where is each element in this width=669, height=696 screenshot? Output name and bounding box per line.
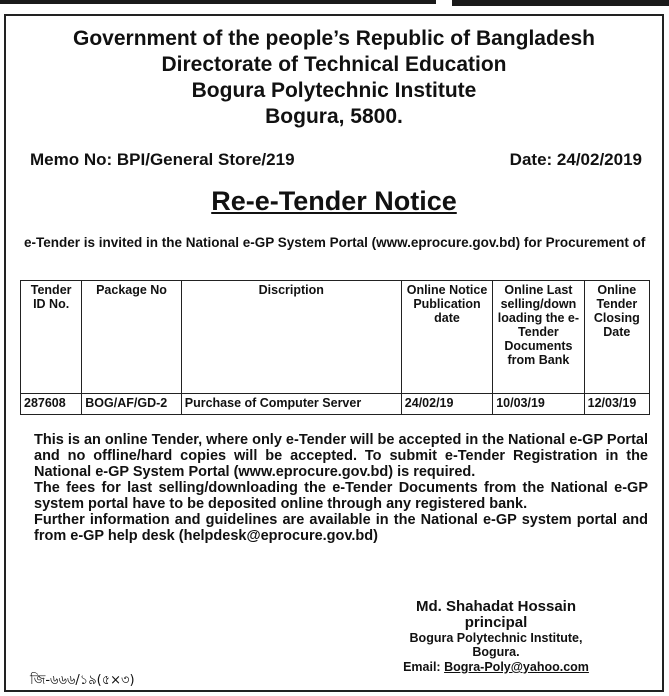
cell-tender-id: 287608 [21, 394, 82, 415]
email-link[interactable]: Bogra-Poly@yahoo.com [444, 660, 589, 674]
notice-title: Re-e-Tender Notice [211, 186, 457, 216]
footer-code: জি-৬৬৬/১৯(৫×৩) [30, 673, 135, 688]
note-online-tender: This is an online Tender, where only e-Tender will be accepted in the National e-GP Portal and no offline/hard copies will be accepted. To submit e-Tender Registration in the National e-GP System Portal (www.eprocure.gov.bd) is required. [34, 432, 648, 480]
col-description: Discription [181, 281, 401, 394]
top-border [0, 0, 669, 8]
header-directorate: Directorate of Technical Education [161, 53, 507, 76]
table-header-row [21, 281, 650, 394]
notice-date: Date: 24/02/2019 [509, 150, 642, 169]
note-further-info: Further information and guidelines are available in the National e-GP system portal and from e-GP help desk (helpdesk@eprocure.gov.bd) [34, 512, 648, 544]
cell-package-no: BOG/AF/GD-2 [82, 394, 181, 415]
col-publication-date: Online Notice Publication date [401, 281, 492, 394]
signatory-name: Md. Shahadat Hossain [415, 598, 577, 615]
notes-block [34, 432, 648, 544]
col-last-selling-date: Online Last selling/down loading the e-Tender Documents from Bank [493, 281, 584, 394]
note-fees: The fees for last selling/downloading the e-Tender Documents from the National e-GP system portal have to be deposited online through any registered bank. [34, 480, 648, 512]
header-location: Bogura, 5800. [265, 105, 403, 128]
memo-number: Memo No: BPI/General Store/219 [30, 150, 295, 169]
cell-closing-date: 12/03/19 [584, 394, 649, 415]
signatory-email-line [366, 659, 626, 675]
memo-row [30, 150, 642, 170]
notice-header [6, 26, 662, 130]
cell-description: Purchase of Computer Server [181, 394, 401, 415]
signatory-city: Bogura. [472, 645, 520, 659]
signatory-designation: principal [464, 614, 528, 631]
signatory-institute: Bogura Polytechnic Institute, [409, 631, 583, 645]
notice-frame [4, 14, 664, 692]
top-rule-left [0, 0, 436, 4]
table-row [21, 394, 650, 415]
tender-table [20, 280, 650, 415]
col-closing-date: Online Tender Closing Date [584, 281, 649, 394]
col-tender-id: Tender ID No. [21, 281, 82, 394]
intro-text: e-Tender is invited in the National e-GP System Portal (www.eprocure.gov.bd) for Procurement of [24, 235, 646, 250]
cell-last-selling-date: 10/03/19 [493, 394, 584, 415]
top-rule-right [452, 0, 669, 6]
email-label: Email: [403, 660, 445, 674]
header-government: Government of the people’s Republic of Bangladesh [73, 27, 595, 50]
cell-publication-date: 24/02/19 [401, 394, 492, 415]
col-package-no: Package No [82, 281, 181, 394]
header-institute: Bogura Polytechnic Institute [191, 79, 477, 102]
signature-block [366, 598, 626, 675]
